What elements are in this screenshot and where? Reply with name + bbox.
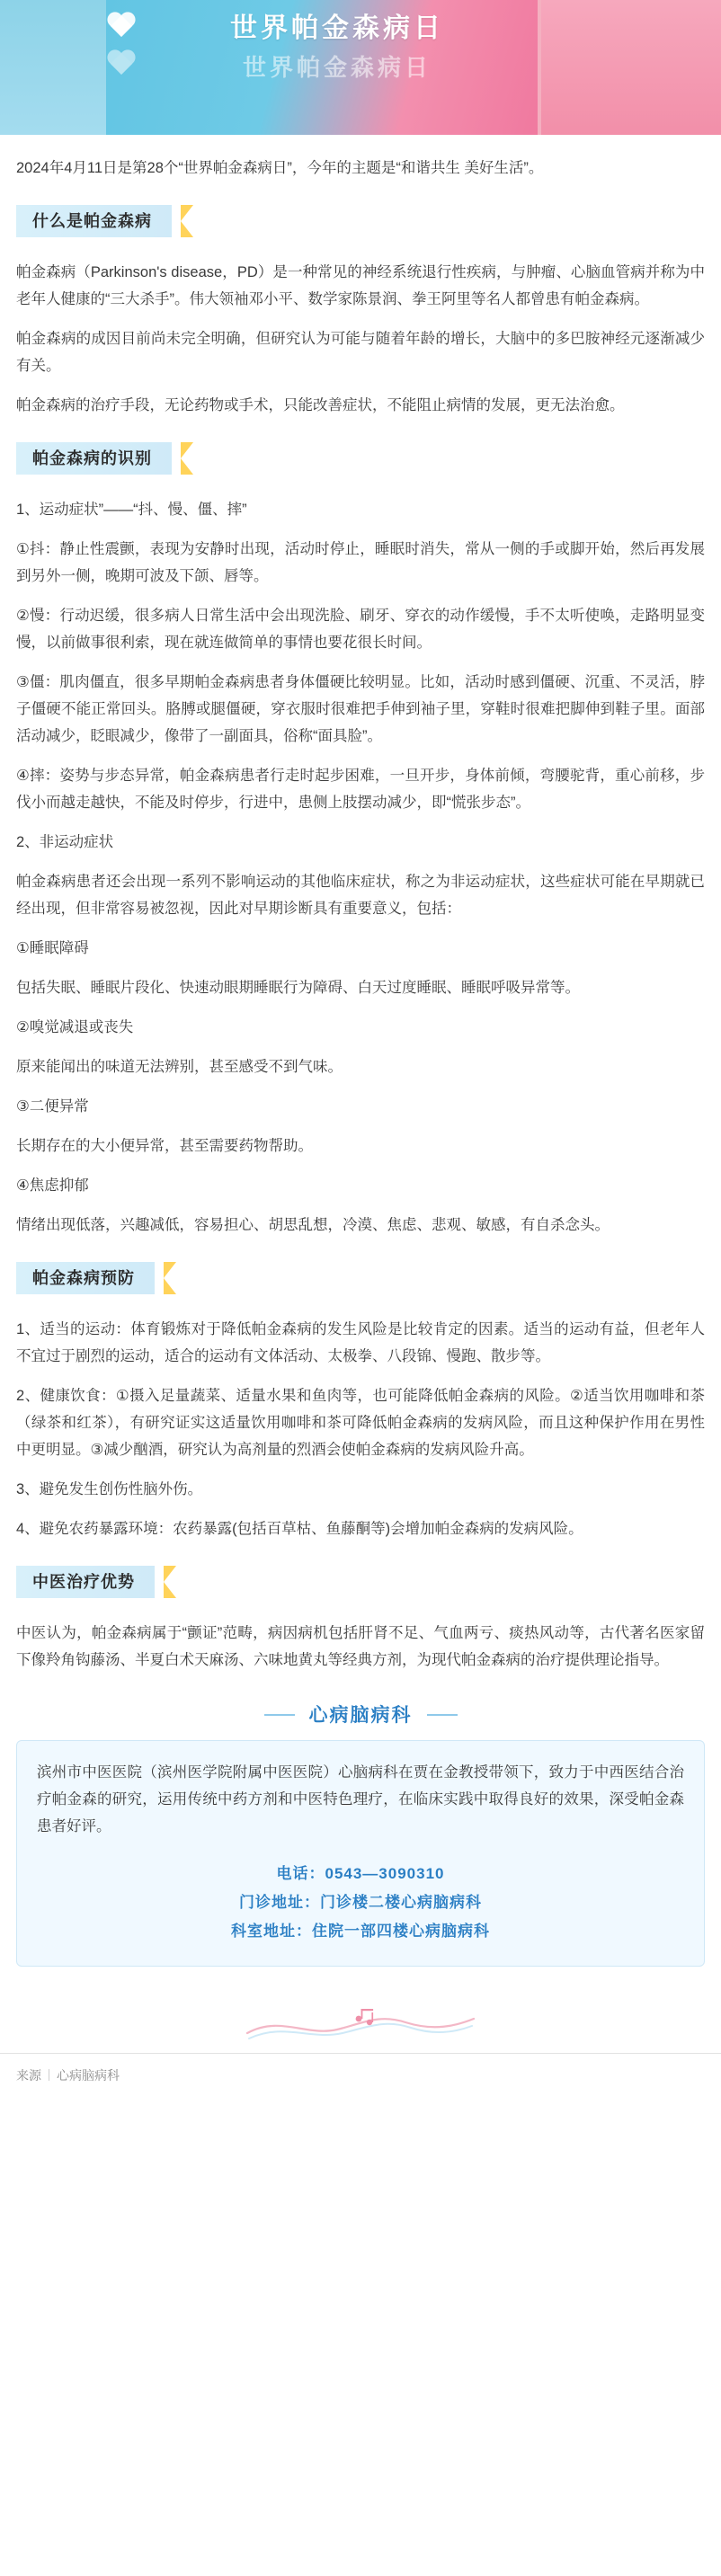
- paragraph: ③僵：肌肉僵直，很多早期帕金森病患者身体僵硬比较明显。比如，活动时感到僵硬、沉重、不灵活，脖子僵硬不能正常回头。胳膊或腿僵硬，穿衣服时很难把手伸到袖子里，穿鞋时很难把脚伸到鞋子里。面部活动减少，眨眼减少，像带了一副面具，俗称“面具脸”。: [16, 674, 705, 744]
- paragraph: ④摔：姿势与步态异常，帕金森病患者行走时起步困难，一旦开步，身体前倾，弯腰驼背，重心前移，步伐小而越走越快，不能及时停步，行进中，患侧上肢摆动减少，即“慌张步态”。: [16, 768, 705, 811]
- hero-title-echo: 世界帕金森病日: [242, 54, 432, 81]
- paragraph: 长期存在的大小便异常，甚至需要药物帮助。: [16, 1138, 313, 1154]
- source-label: 来源: [16, 2068, 41, 2083]
- clinic-address-label: 门诊地址：门诊楼二楼心病脑病科: [239, 1894, 482, 1911]
- paragraph: ④焦虑抑郁: [16, 1177, 89, 1194]
- heart-icon: [106, 50, 137, 78]
- hero-left-gradient: [0, 0, 108, 135]
- paragraph: ②慢：行动迟缓，很多病人日常生活中会出现洗脸、刷牙、穿衣的动作缓慢，手不太听使唤，走路明显变慢，以前做事很利索，现在就连做简单的事情也要花很长时间。: [16, 608, 705, 651]
- section-heading-prevention: [16, 1262, 705, 1298]
- section-heading-label: 中医治疗优势: [16, 1566, 155, 1598]
- paragraph: 情绪出现低落，兴趣减低，容易担心、胡思乱想，冷漠、焦虑、悲观、敏感，有自杀念头。: [16, 1217, 610, 1233]
- department-title: [16, 1701, 705, 1728]
- hero-banner: [0, 0, 721, 135]
- flag-icon: [175, 442, 193, 475]
- flag-icon: [175, 205, 193, 237]
- section-heading-what-is: [16, 205, 705, 241]
- music-note-icon: [244, 2006, 477, 2042]
- paragraph: 帕金森病的成因目前尚未完全明确，但研究认为可能与随着年龄的增长，大脑中的多巴胺神经元逐渐减少有关。: [16, 331, 705, 374]
- section-heading-tcm: [16, 1566, 705, 1602]
- paragraph: 2、非运动症状: [16, 834, 114, 850]
- paragraph: 帕金森病患者还会出现一系列不影响运动的其他临床症状，称之为非运动症状，这些症状可能在早期就已经出现，但非常容易被忽视，因此对早期诊断具有重要意义，包括：: [16, 874, 705, 917]
- department-block: [16, 1701, 705, 1967]
- paragraph: ③二便异常: [16, 1098, 89, 1115]
- section-heading-recognition: [16, 442, 705, 478]
- section-heading-label: 什么是帕金森病: [16, 205, 172, 237]
- department-contact: [37, 1860, 684, 1946]
- department-description: 滨州市中医医院（滨州医学院附属中医医院）心脑病科在贾在金教授带领下，致力于中西医结合治疗帕金森的研究，运用传统中药方剂和中医特色理疗，在临床实践中取得良好的效果，深受帕金森患者好评。: [37, 1764, 684, 1834]
- paragraph: 4、避免农药暴露环境：农药暴露(包括百草枯、鱼藤酮等)会增加帕金森病的发病风险。: [16, 1521, 583, 1537]
- footer-source-bar: [0, 2053, 721, 2104]
- paragraph: 3、避免发生创伤性脑外伤。: [16, 1481, 203, 1497]
- department-card: [16, 1740, 705, 1967]
- section-heading-label: 帕金森病的识别: [16, 442, 172, 475]
- paragraph: 帕金森病的治疗手段，无论药物或手术，只能改善症状，不能阻止病情的发展，更无法治愈。: [16, 397, 625, 413]
- paragraph: 1、运动症状”——“抖、慢、僵、摔”: [16, 502, 247, 518]
- paragraph: 中医认为，帕金森病属于“颤证”范畴，病因病机包括肝肾不足、气血两亏、痰热风动等，古代著名医家留下像羚角钩藤汤、半夏白术天麻汤、六味地黄丸等经典方剂，为现代帕金森病的治疗提供理论指导。: [16, 1625, 705, 1668]
- paragraph: ①睡眠障碍: [16, 940, 89, 956]
- paragraph: 帕金森病（Parkinson's disease，PD）是一种常见的神经系统退行性疾病，与肿瘤、心脑血管病并称为中老年人健康的“三大杀手”。伟大领袖邓小平、数学家陈景润、拳王阿里等名人都曾患有帕金森病。: [16, 264, 705, 307]
- hero-title: 世界帕金森病日: [230, 13, 444, 43]
- paragraph: 原来能闻出的味道无法辨别，甚至感受不到气味。: [16, 1059, 343, 1075]
- heart-icon: [106, 13, 137, 40]
- ward-address-label: 科室地址：住院一部四楼心病脑病科: [231, 1923, 490, 1940]
- paragraph: 1、适当的运动：体育锻炼对于降低帕金森病的发生风险是比较肯定的因素。适当的运动有益，但老年人不宜过于剧烈的运动，适合的运动有文体活动、太极拳、八段锦、慢跑、散步等。: [16, 1321, 705, 1364]
- paragraph: ②嗅觉减退或丧失: [16, 1019, 134, 1035]
- phone-label[interactable]: 电话：0543—3090310: [276, 1865, 445, 1882]
- paragraph: ①抖：静止性震颤，表现为安静时出现，活动时停止，睡眠时消失，常从一侧的手或脚开始，然后再发展到另外一侧，晚期可波及下颌、唇等。: [16, 541, 705, 584]
- footer-decoration: [16, 1990, 705, 2053]
- article-body: [0, 155, 721, 2053]
- flag-icon: [158, 1262, 176, 1294]
- flag-icon: [158, 1566, 176, 1598]
- intro-paragraph: 2024年4月11日是第28个“世界帕金森病日”，今年的主题是“和谐共生 美好生活”。: [16, 160, 544, 176]
- source-value: 心病脑病科: [57, 2068, 120, 2083]
- paragraph: 2、健康饮食：①摄入足量蔬菜、适量水果和鱼肉等，也可能降低帕金森病的风险。②适当饮用咖啡和茶（绿茶和红茶），有研究证实这适量饮用咖啡和茶可降低帕金森病的发病风险，而且这种保护作用在男性中更明显。③减少酗酒，研究认为高剂量的烈酒会使帕金森病的发病风险升高。: [16, 1388, 705, 1458]
- hero-right-gradient: [541, 0, 721, 135]
- paragraph: 包括失眠、睡眠片段化、快速动眼期睡眠行为障碍、白天过度睡眠、睡眠呼吸异常等。: [16, 980, 580, 996]
- section-heading-label: 帕金森病预防: [16, 1262, 155, 1294]
- department-title-label: 心病脑病科: [300, 1701, 422, 1728]
